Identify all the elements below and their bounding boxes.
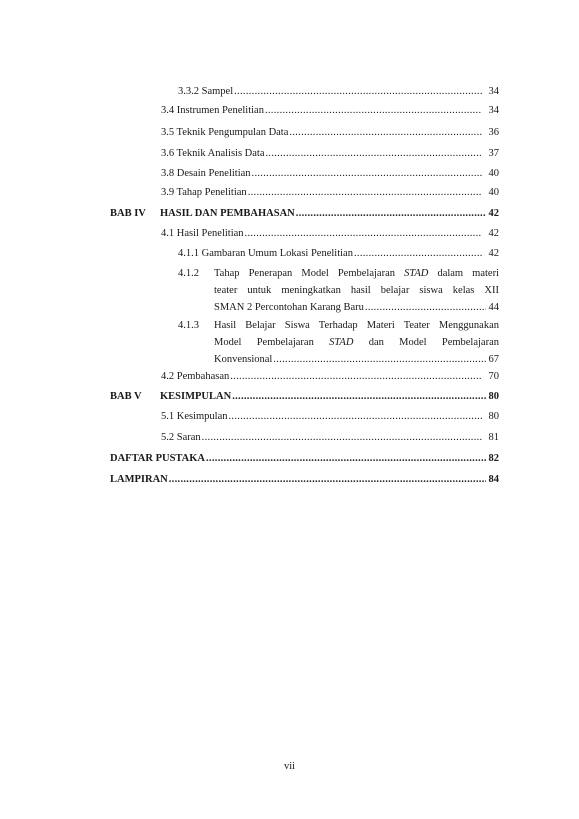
leader-dots <box>354 245 482 262</box>
toc-entry-4-1-2[interactable]: 4.1.2 Tahap Penerapan Model Pembelajaran STAD dalam materi teater untuk meningkatkan hasil belajar siswa kelas XII SMAN 2 Percontohan Karang Baru ..... 44 <box>178 265 499 316</box>
leader-dots <box>206 450 486 467</box>
leader-dots <box>265 145 482 162</box>
toc-lampiran[interactable]: LAMPIRAN ..... 84 <box>110 471 499 488</box>
leader-dots <box>232 388 485 405</box>
page-number: vii <box>283 761 296 772</box>
leader-dots <box>365 299 486 316</box>
leader-dots <box>229 408 483 425</box>
leader-dots <box>289 124 482 141</box>
toc-entry-5-1[interactable]: 5.1 Kesimpulan ..... 80 <box>161 408 499 425</box>
toc-chapter-4[interactable]: BAB IV HASIL DAN PEMBAHASAN ..... 42 <box>110 205 499 222</box>
toc-daftar-pustaka[interactable]: DAFTAR PUSTAKA ..... 82 <box>110 450 499 467</box>
toc-entry-4-1-3[interactable]: 4.1.3 Hasil Belajar Siswa Terhadap Materi Teater Menggunakan Model Pembelajaran STAD dan Model Pembelajaran Konvensional ..... 67 <box>178 317 499 368</box>
toc-entry-5-2[interactable]: 5.2 Saran ..... 81 <box>161 429 499 446</box>
toc-entry-3-8[interactable]: 3.8 Desain Penelitian ..... 40 <box>161 165 499 182</box>
leader-dots <box>248 184 482 201</box>
toc-entry-4-1[interactable]: 4.1 Hasil Penelitian ..... 42 <box>161 225 499 242</box>
leader-dots <box>230 368 482 385</box>
toc-entry-3-3-2[interactable]: 3.3.2 Sampel ..... 34 <box>178 83 499 100</box>
toc-entry-3-5[interactable]: 3.5 Teknik Pengumpulan Data ..... 36 <box>161 124 499 141</box>
toc-entry-3-6[interactable]: 3.6 Teknik Analisis Data ..... 37 <box>161 145 499 162</box>
leader-dots <box>169 471 486 488</box>
leader-dots <box>296 205 486 222</box>
toc-entry-3-9[interactable]: 3.9 Tahap Penelitian ..... 40 <box>161 184 499 201</box>
leader-dots <box>252 165 482 182</box>
toc-chapter-5[interactable]: BAB V KESIMPULAN ..... 80 <box>110 388 499 405</box>
leader-dots <box>245 225 482 242</box>
toc-entry-4-1-1[interactable]: 4.1.1 Gambaran Umum Lokasi Penelitian ..... 42 <box>178 245 499 262</box>
toc-entry-3-4[interactable]: 3.4 Instrumen Penelitian ..... 34 <box>161 102 499 119</box>
leader-dots <box>234 83 482 100</box>
toc-entry-4-2[interactable]: 4.2 Pembahasan ..... 70 <box>161 368 499 385</box>
leader-dots <box>202 429 482 446</box>
leader-dots <box>265 102 482 119</box>
leader-dots <box>273 351 485 368</box>
